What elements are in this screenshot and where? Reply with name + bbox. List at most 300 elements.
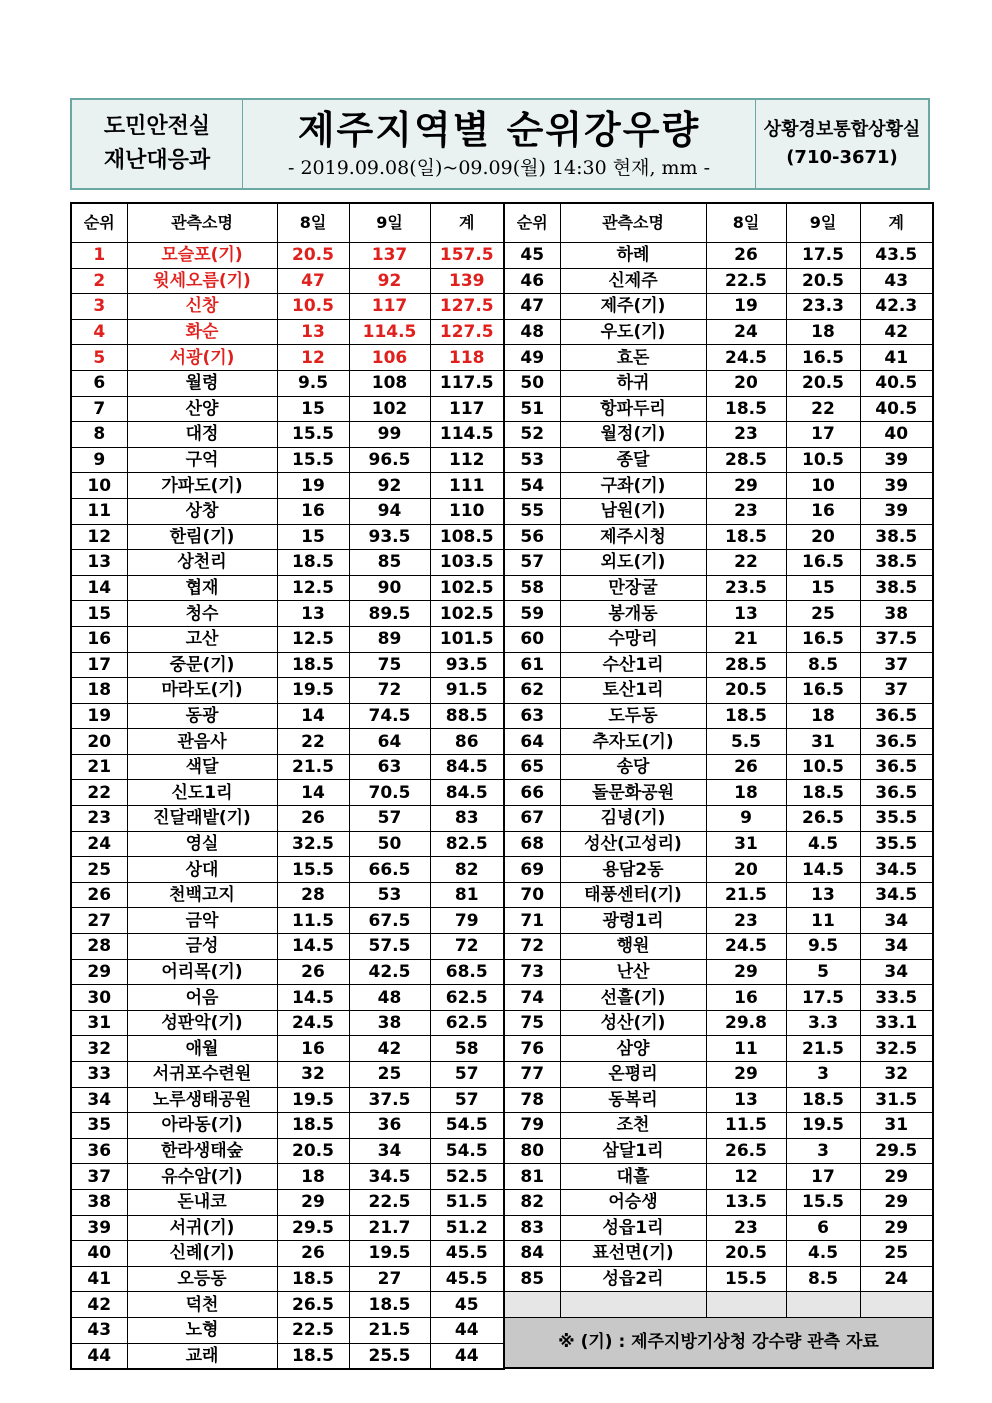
cell-station: 수망리: [560, 626, 706, 652]
table-row: [71, 678, 504, 704]
cell-total: 38: [860, 601, 933, 627]
department-block: [72, 100, 243, 188]
cell-day1: 21: [706, 626, 786, 652]
table-row: [71, 1215, 504, 1241]
cell-rank: 10: [71, 473, 127, 499]
table-row: [71, 831, 504, 857]
page-subtitle: - 2019.09.08(일)~09.09(월) 14:30 현재, mm -: [287, 157, 711, 179]
table-row: [504, 1036, 933, 1062]
cell-day2: 21.7: [349, 1215, 430, 1241]
cell-rank: 59: [504, 601, 560, 627]
col-rank: 순위: [504, 203, 560, 243]
cell-day1: 20.5: [706, 1241, 786, 1267]
cell-rank: 9: [71, 447, 127, 473]
cell-day2: 108: [349, 370, 430, 396]
cell-day1: 18: [277, 1164, 349, 1190]
cell-station: 추자도(기): [560, 729, 706, 755]
cell-total: 45.5: [430, 1241, 504, 1267]
cell-day1: 15.5: [277, 447, 349, 473]
cell-total: 31.5: [860, 1087, 933, 1113]
cell-station: 하례: [560, 243, 706, 269]
cell-day1: 9.5: [277, 370, 349, 396]
cell-rank: 67: [504, 806, 560, 832]
cell-day1: 23: [706, 498, 786, 524]
department-line-1: 도민안전실: [103, 114, 211, 139]
cell-total: 41: [860, 345, 933, 371]
col-station: 관측소명: [127, 203, 277, 243]
cell-day1: 18.5: [277, 1343, 349, 1369]
cell-day1: 15: [277, 396, 349, 422]
table-row: [504, 1113, 933, 1139]
cell-day2: 67.5: [349, 908, 430, 934]
cell-total: 101.5: [430, 626, 504, 652]
table-row: [71, 626, 504, 652]
table-row: [71, 550, 504, 576]
cell-rank: 18: [71, 678, 127, 704]
cell-day2: 10.5: [786, 447, 860, 473]
cell-total: 51.5: [430, 1189, 504, 1215]
cell-day2: 66.5: [349, 857, 430, 883]
cell-station: 유수암(기): [127, 1164, 277, 1190]
cell-day2: 36: [349, 1113, 430, 1139]
cell-total: 54.5: [430, 1113, 504, 1139]
cell-station: 신도1리: [127, 780, 277, 806]
cell-day2: 3: [786, 1062, 860, 1088]
cell-day2: 25: [786, 601, 860, 627]
table-row: [504, 780, 933, 806]
cell-day2: 10: [786, 473, 860, 499]
cell-total: 34: [860, 908, 933, 934]
cell-day2: 117: [349, 294, 430, 320]
cell-total: 32.5: [860, 1036, 933, 1062]
cell-station: 돈내코: [127, 1189, 277, 1215]
cell-day1: 32: [277, 1062, 349, 1088]
cell-total: 102.5: [430, 575, 504, 601]
cell-day2: 25.5: [349, 1343, 430, 1369]
cell-day1: 29: [706, 959, 786, 985]
cell-rank: 77: [504, 1062, 560, 1088]
table-row: [71, 780, 504, 806]
cell-total: 37: [860, 678, 933, 704]
table-row: [71, 934, 504, 960]
table-row: [71, 473, 504, 499]
table-row: [504, 1138, 933, 1164]
cell-station: 신례(기): [127, 1241, 277, 1267]
cell-day2: 89.5: [349, 601, 430, 627]
cell-day1: 23: [706, 908, 786, 934]
cell-day2: 89: [349, 626, 430, 652]
table-row: [71, 652, 504, 678]
cell-station: 금악: [127, 908, 277, 934]
cell-day2: 64: [349, 729, 430, 755]
cell-station: 종달: [560, 447, 706, 473]
cell-rank: 11: [71, 498, 127, 524]
cell-station: 항파두리: [560, 396, 706, 422]
cell-station: 덕천: [127, 1292, 277, 1318]
cell-total: 112: [430, 447, 504, 473]
table-row: [504, 1087, 933, 1113]
cell-rank: 58: [504, 575, 560, 601]
cell-total: 82.5: [430, 831, 504, 857]
cell-station: 청수: [127, 601, 277, 627]
cell-day1: 26: [706, 243, 786, 269]
cell-day2: 14.5: [786, 857, 860, 883]
cell-day1: 19.5: [277, 678, 349, 704]
cell-station: 성산(기): [560, 1010, 706, 1036]
cell-total: 36.5: [860, 703, 933, 729]
cell-station: 하귀: [560, 370, 706, 396]
cell-total: 127.5: [430, 319, 504, 345]
table-row: [71, 1138, 504, 1164]
table-row: [504, 831, 933, 857]
cell-total: 93.5: [430, 652, 504, 678]
cell-total: 34.5: [860, 857, 933, 883]
cell-rank: 34: [71, 1087, 127, 1113]
cell-day2: 8.5: [786, 1266, 860, 1292]
cell-rank: 25: [71, 857, 127, 883]
cell-station: 성판악(기): [127, 1010, 277, 1036]
cell-day1: 14: [277, 780, 349, 806]
cell-station: 한라생태숲: [127, 1138, 277, 1164]
cell-day2: 42: [349, 1036, 430, 1062]
cell-rank: 35: [71, 1113, 127, 1139]
cell-day2: 20: [786, 524, 860, 550]
cell-total: 72: [430, 934, 504, 960]
cell-day1: 20.5: [706, 678, 786, 704]
table-row: [504, 985, 933, 1011]
cell-day2: 4.5: [786, 1241, 860, 1267]
cell-day2: 57.5: [349, 934, 430, 960]
cell-rank: 20: [71, 729, 127, 755]
table-row: [504, 729, 933, 755]
cell-total: 40.5: [860, 370, 933, 396]
table-row: [504, 268, 933, 294]
table-row: [71, 1292, 504, 1318]
cell-total: 51.2: [430, 1215, 504, 1241]
report-header: [70, 98, 930, 190]
cell-rank: 84: [504, 1241, 560, 1267]
cell-station: 봉개동: [560, 601, 706, 627]
table-row: [71, 396, 504, 422]
cell-day1: 11.5: [277, 908, 349, 934]
cell-station: 표선면(기): [560, 1241, 706, 1267]
cell-total: 117.5: [430, 370, 504, 396]
cell-day2: 57: [349, 806, 430, 832]
cell-total: 62.5: [430, 985, 504, 1011]
cell-rank: 78: [504, 1087, 560, 1113]
cell-station: 효돈: [560, 345, 706, 371]
cell-station: 화순: [127, 319, 277, 345]
cell-day1: 18.5: [706, 396, 786, 422]
table-row: [504, 447, 933, 473]
cell-rank: 46: [504, 268, 560, 294]
cell-rank: 41: [71, 1266, 127, 1292]
cell-day2: 48: [349, 985, 430, 1011]
cell-station: 교래: [127, 1343, 277, 1369]
cell-day2: 17.5: [786, 985, 860, 1011]
cell-day2: 20.5: [786, 268, 860, 294]
cell-day2: 16: [786, 498, 860, 524]
cell-rank: 8: [71, 422, 127, 448]
cell-day2: 34: [349, 1138, 430, 1164]
cell-rank: 21: [71, 754, 127, 780]
table-row: [504, 857, 933, 883]
cell-rank: 57: [504, 550, 560, 576]
cell-day1: 11.5: [706, 1113, 786, 1139]
cell-rank: 13: [71, 550, 127, 576]
cell-day1: 18.5: [706, 524, 786, 550]
table-row: [71, 498, 504, 524]
cell-rank: 42: [71, 1292, 127, 1318]
cell-total: 32: [860, 1062, 933, 1088]
cell-station: 대정: [127, 422, 277, 448]
table-row: [504, 908, 933, 934]
cell-day2: 99: [349, 422, 430, 448]
cell-total: 43: [860, 268, 933, 294]
cell-total: 37.5: [860, 626, 933, 652]
cell-total: 34: [860, 934, 933, 960]
cell-rank: 71: [504, 908, 560, 934]
cell-total: 35.5: [860, 831, 933, 857]
cell-day2: 15.5: [786, 1189, 860, 1215]
cell-day1: 22.5: [277, 1317, 349, 1343]
cell-day1: 15.5: [277, 422, 349, 448]
cell-day2: 19.5: [349, 1241, 430, 1267]
cell-day1: 26: [277, 1241, 349, 1267]
table-row: [504, 934, 933, 960]
cell-station: 외도(기): [560, 550, 706, 576]
cell-day1: 28: [277, 882, 349, 908]
table-row: [504, 1164, 933, 1190]
cell-rank: 50: [504, 370, 560, 396]
cell-total: 83: [430, 806, 504, 832]
col-day1: 8일: [277, 203, 349, 243]
col-rank: 순위: [71, 203, 127, 243]
table-row: [504, 959, 933, 985]
cell-day1: 23: [706, 1215, 786, 1241]
cell-rank: 65: [504, 754, 560, 780]
cell-day2: 20.5: [786, 370, 860, 396]
cell-day1: 16: [277, 1036, 349, 1062]
cell-station: 윗세오름(기): [127, 268, 277, 294]
cell-total: 58: [430, 1036, 504, 1062]
cell-rank: 33: [71, 1062, 127, 1088]
cell-day2: 63: [349, 754, 430, 780]
cell-day1: 14.5: [277, 934, 349, 960]
cell-rank: 30: [71, 985, 127, 1011]
cell-day2: 26.5: [786, 806, 860, 832]
cell-day1: 28.5: [706, 447, 786, 473]
cell-station: 중문(기): [127, 652, 277, 678]
cell-total: 81: [430, 882, 504, 908]
cell-rank: 53: [504, 447, 560, 473]
table-header-row: [71, 203, 504, 243]
cell-total: 118: [430, 345, 504, 371]
cell-station: 진달래밭(기): [127, 806, 277, 832]
cell-total: 157.5: [430, 243, 504, 269]
cell-station: 도두동: [560, 703, 706, 729]
cell-station: 서광(기): [127, 345, 277, 371]
table-row: [71, 1189, 504, 1215]
cell-day1: 20: [706, 370, 786, 396]
cell-total: 54.5: [430, 1138, 504, 1164]
cell-total: 52.5: [430, 1164, 504, 1190]
cell-rank: 27: [71, 908, 127, 934]
cell-station: 성산(고성리): [560, 831, 706, 857]
table-row: [71, 447, 504, 473]
cell-rank: 19: [71, 703, 127, 729]
empty-cell: [504, 1292, 560, 1318]
col-station: 관측소명: [560, 203, 706, 243]
cell-day2: 15: [786, 575, 860, 601]
cell-total: 110: [430, 498, 504, 524]
table-row: [504, 550, 933, 576]
cell-day2: 16.5: [786, 550, 860, 576]
table-row: [504, 882, 933, 908]
cell-rank: 81: [504, 1164, 560, 1190]
cell-station: 모슬포(기): [127, 243, 277, 269]
cell-rank: 36: [71, 1138, 127, 1164]
title-block: [243, 100, 756, 188]
table-row: [504, 243, 933, 269]
table-row: [71, 601, 504, 627]
table-row: [71, 729, 504, 755]
cell-total: 31: [860, 1113, 933, 1139]
table-row: [71, 524, 504, 550]
cell-total: 33.1: [860, 1010, 933, 1036]
table-row: [71, 857, 504, 883]
cell-total: 40.5: [860, 396, 933, 422]
cell-rank: 16: [71, 626, 127, 652]
cell-rank: 75: [504, 1010, 560, 1036]
cell-total: 127.5: [430, 294, 504, 320]
cell-day2: 74.5: [349, 703, 430, 729]
cell-day1: 22: [706, 550, 786, 576]
cell-day1: 18.5: [277, 550, 349, 576]
cell-rank: 26: [71, 882, 127, 908]
cell-station: 상천리: [127, 550, 277, 576]
cell-station: 수산1리: [560, 652, 706, 678]
cell-total: 84.5: [430, 780, 504, 806]
cell-total: 39: [860, 498, 933, 524]
cell-station: 마라도(기): [127, 678, 277, 704]
cell-day1: 21.5: [706, 882, 786, 908]
cell-total: 42.3: [860, 294, 933, 320]
col-total: 계: [430, 203, 504, 243]
office-phone: (710-3671): [786, 147, 898, 168]
cell-station: 어음: [127, 985, 277, 1011]
cell-station: 동광: [127, 703, 277, 729]
cell-rank: 6: [71, 370, 127, 396]
office-block: [756, 100, 928, 188]
cell-day2: 17: [786, 1164, 860, 1190]
cell-station: 온평리: [560, 1062, 706, 1088]
cell-day1: 32.5: [277, 831, 349, 857]
cell-day2: 38: [349, 1010, 430, 1036]
cell-total: 111: [430, 473, 504, 499]
cell-station: 김녕(기): [560, 806, 706, 832]
cell-day1: 31: [706, 831, 786, 857]
cell-rank: 85: [504, 1266, 560, 1292]
cell-rank: 61: [504, 652, 560, 678]
cell-day1: 29.5: [277, 1215, 349, 1241]
table-row: [504, 498, 933, 524]
table-row: [504, 1189, 933, 1215]
cell-day1: 19: [706, 294, 786, 320]
cell-total: 102.5: [430, 601, 504, 627]
cell-station: 어승생: [560, 1189, 706, 1215]
cell-station: 상대: [127, 857, 277, 883]
cell-total: 38.5: [860, 575, 933, 601]
cell-station: 금성: [127, 934, 277, 960]
cell-day1: 13.5: [706, 1189, 786, 1215]
cell-total: 37: [860, 652, 933, 678]
table-row: [504, 345, 933, 371]
cell-station: 서귀(기): [127, 1215, 277, 1241]
cell-day1: 13: [277, 319, 349, 345]
cell-day1: 19: [277, 473, 349, 499]
cell-day1: 18.5: [277, 1113, 349, 1139]
cell-day2: 50: [349, 831, 430, 857]
cell-station: 한림(기): [127, 524, 277, 550]
cell-station: 가파도(기): [127, 473, 277, 499]
table-row: [504, 601, 933, 627]
cell-day1: 16: [277, 498, 349, 524]
cell-rank: 49: [504, 345, 560, 371]
cell-rank: 76: [504, 1036, 560, 1062]
table-row: [71, 1087, 504, 1113]
cell-station: 삼달1리: [560, 1138, 706, 1164]
cell-day2: 42.5: [349, 959, 430, 985]
cell-total: 36.5: [860, 729, 933, 755]
cell-day2: 3.3: [786, 1010, 860, 1036]
cell-rank: 82: [504, 1189, 560, 1215]
table-row: [71, 243, 504, 269]
table-row: [71, 319, 504, 345]
cell-station: 관음사: [127, 729, 277, 755]
cell-day2: 19.5: [786, 1113, 860, 1139]
cell-total: 117: [430, 396, 504, 422]
cell-total: 38.5: [860, 524, 933, 550]
table-row: [504, 319, 933, 345]
cell-rank: 37: [71, 1164, 127, 1190]
cell-rank: 74: [504, 985, 560, 1011]
cell-rank: 23: [71, 806, 127, 832]
table-row: [71, 959, 504, 985]
table-row: [71, 754, 504, 780]
table-row: [71, 1010, 504, 1036]
cell-day2: 94: [349, 498, 430, 524]
cell-rank: 43: [71, 1317, 127, 1343]
cell-total: 68.5: [430, 959, 504, 985]
cell-rank: 15: [71, 601, 127, 627]
cell-day2: 9.5: [786, 934, 860, 960]
cell-day2: 16.5: [786, 678, 860, 704]
cell-total: 57: [430, 1087, 504, 1113]
cell-station: 산양: [127, 396, 277, 422]
cell-total: 44: [430, 1317, 504, 1343]
cell-station: 동복리: [560, 1087, 706, 1113]
table-row: [71, 1343, 504, 1369]
cell-total: 29: [860, 1164, 933, 1190]
cell-station: 성읍1리: [560, 1215, 706, 1241]
cell-total: 24: [860, 1266, 933, 1292]
cell-rank: 79: [504, 1113, 560, 1139]
cell-total: 79: [430, 908, 504, 934]
cell-rank: 31: [71, 1010, 127, 1036]
cell-rank: 62: [504, 678, 560, 704]
cell-total: 36.5: [860, 780, 933, 806]
